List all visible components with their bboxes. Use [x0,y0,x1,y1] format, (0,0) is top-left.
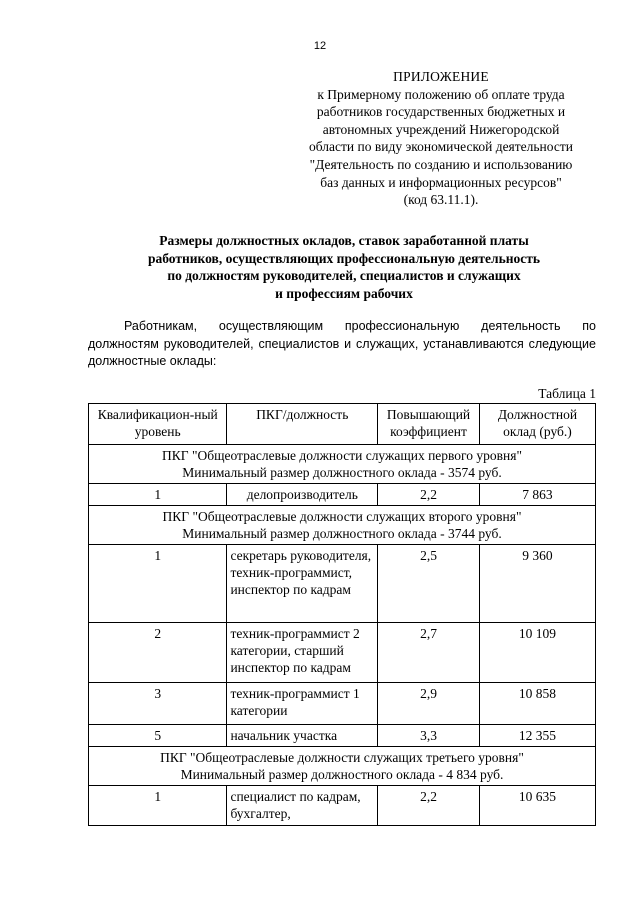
appendix-line: области по виду экономической деятельности [309,139,573,155]
header-level: Квалификацион-ный уровень [89,404,227,445]
document-heading [88,232,600,302]
table-row [89,725,596,747]
cell-level: 2 [89,623,227,683]
cell-coefficient: 2,9 [378,683,480,725]
cell-salary: 10 635 [479,786,595,826]
group-cell [89,747,596,786]
appendix-line: (код 63.11.1). [403,192,479,208]
cell-level: 1 [89,545,227,623]
cell-coefficient: 2,5 [378,545,480,623]
cell-coefficient: 2,2 [378,786,480,826]
group-min-salary: Минимальный размер должностного оклада - 3574 руб. [182,465,502,480]
table-row [89,484,596,506]
appendix-line: к Примерному положению об оплате труда [317,86,565,102]
cell-coefficient: 2,2 [378,484,480,506]
cell-coefficient: 2,7 [378,623,480,683]
cell-position: техник-программист 2 категории, старший инспектор по кадрам [227,623,378,683]
cell-level: 1 [89,484,227,506]
group-min-salary: Минимальный размер должностного оклада - 4 834 руб. [180,767,504,782]
cell-level: 1 [89,786,227,826]
table-row [89,545,596,623]
cell-salary: 9 360 [479,545,595,623]
table-row [89,683,596,725]
group-cell [89,445,596,484]
heading-line: и профессиям рабочих [275,285,413,301]
cell-salary: 10 109 [479,623,595,683]
appendix-line: баз данных и информационных ресурсов" [320,174,562,190]
group-title: ПКГ "Общеотраслевые должности служащих второго уровня" [162,509,522,524]
cell-level: 5 [89,725,227,747]
table-label: Таблица 1 [538,386,596,401]
table-row [89,786,596,826]
cell-coefficient: 3,3 [378,725,480,747]
cell-level: 3 [89,683,227,725]
cell-salary: 12 355 [479,725,595,747]
group-title: ПКГ "Общеотраслевые должности служащих первого уровня" [162,448,522,463]
header-salary: Должностной оклад (руб.) [479,404,595,445]
cell-position: делопроизводитель [227,484,378,506]
group-title: ПКГ "Общеотраслевые должности служащих третьего уровня" [160,750,524,765]
group-row [89,747,596,786]
group-cell [89,506,596,545]
group-row [89,506,596,545]
appendix-block [282,68,600,209]
salary-table [88,403,596,826]
cell-salary: 7 863 [479,484,595,506]
table-row [89,623,596,683]
intro-paragraph: Работникам, осуществляющим профессиональную деятельность по должностям руководителей, специалистов и служащих, устанавливаются следующие должностные оклады: [88,319,596,368]
table-header-row [89,404,596,445]
cell-position: специалист по кадрам, бухгалтер, [227,786,378,826]
appendix-title: ПРИЛОЖЕНИЕ [393,69,489,84]
header-coefficient: Повышающий коэффициент [378,404,480,445]
cell-position: начальник участка [227,725,378,747]
appendix-line: "Деятельность по созданию и использованию [309,156,573,172]
cell-salary: 10 858 [479,683,595,725]
cell-position: секретарь руководителя, техник-программист, инспектор по кадрам [227,545,378,623]
appendix-line: работников государственных бюджетных и [316,104,566,120]
heading-line: Размеры должностных окладов, ставок заработанной платы [159,233,529,248]
group-row [89,445,596,484]
group-min-salary: Минимальный размер должностного оклада - 3744 руб. [182,526,502,541]
header-position: ПКГ/должность [227,404,378,445]
heading-line: работников, осуществляющих профессиональную деятельность [147,250,541,266]
appendix-line: автономных учреждений Нижегородской [322,121,560,137]
cell-position: техник-программист 1 категории [227,683,378,725]
page-number: 12 [313,40,327,52]
heading-line: по должностям руководителей, специалистов и служащих [167,268,521,283]
